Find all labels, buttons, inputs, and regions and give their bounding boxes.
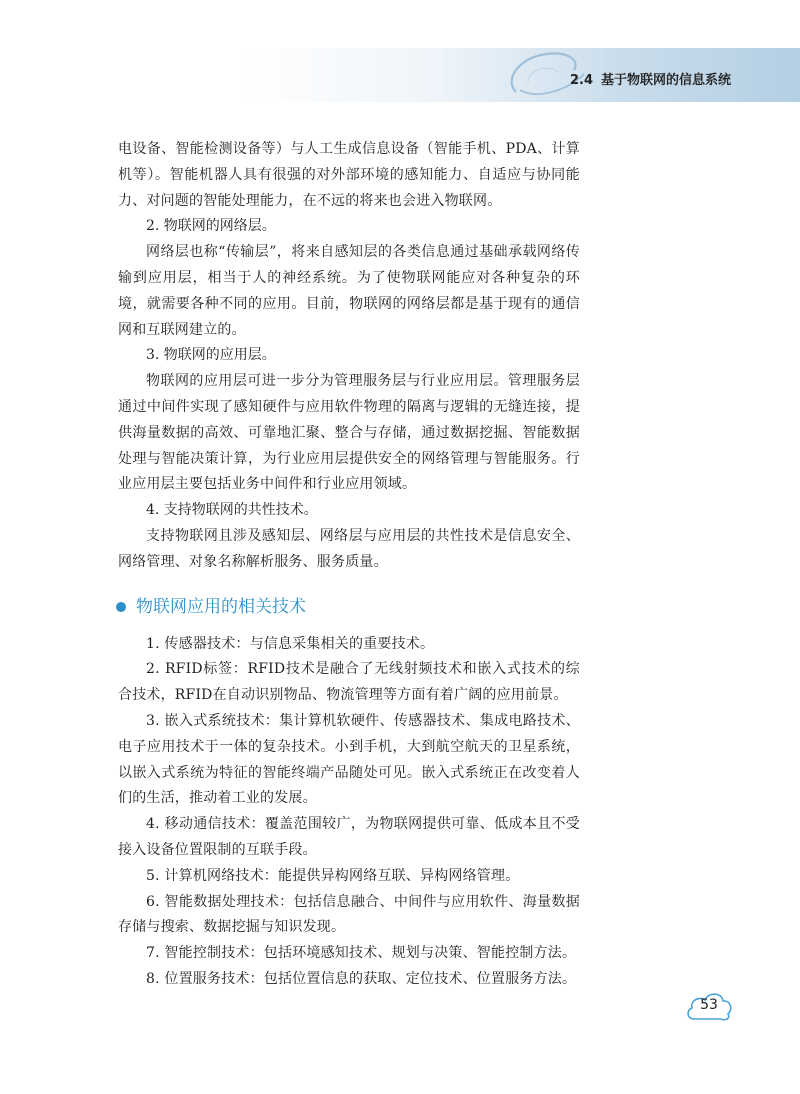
tech-item-network: 5. 计算机网络技术：能提供异构网络互联、异构网络管理。	[146, 867, 520, 884]
bullet-dot-icon	[116, 602, 126, 612]
tech-item-control: 7. 智能控制技术：包括环境感知技术、规划与决策、智能控制方法。	[146, 945, 577, 962]
tech-item-sensor: 1. 传感器技术：与信息采集相关的重要技术。	[146, 635, 435, 652]
running-header-title	[570, 69, 731, 88]
tech-item-embedded: 3. 嵌入式系统技术：集计算机软硬件、传感器技术、集成电路技术、电子应用技术于一体的复杂技术。小到手机，大到航空航天的卫星系统，以嵌入式系统为特征的智能终端产品随处可见。嵌入式系统正在改变着人们的生活，推动着工业的发展。	[118, 712, 580, 807]
tech-item-location: 8. 位置服务技术：包括位置信息的获取、定位技术、位置服务方法。	[146, 970, 577, 987]
page-content	[118, 137, 580, 993]
subheading-common-tech: 4. 支持物联网的共性技术。	[146, 502, 318, 519]
subheading-network-layer: 2. 物联网的网络层。	[146, 218, 276, 235]
paragraph-network-layer: 网络层也称“传输层”，将来自感知层的各类信息通过基础承载网络传输到应用层，相当于人的神经系统。为了使物联网能应对各种复杂的环境，就需要各种不同的应用。目前，物联网的网络层都是基于现有的通信网和互联网建立的。	[118, 244, 580, 338]
paragraph-continued: 电设备、智能检测设备等）与人工生成信息设备（智能手机、PDA、计算机等）。智能机器人具有很强的对外部环境的感知能力、自适应与协同能力、对问题的智能处理能力，在不远的将来也会进入物联网。	[118, 141, 580, 209]
section-number: 2.4	[570, 73, 594, 88]
tech-item-rfid: 2. RFID标签：RFID技术是融合了无线射频技术和嵌入式技术的综合技术，RFID在自动识别物品、物流管理等方面有着广阔的应用前景。	[118, 661, 580, 704]
page-number: 53	[700, 997, 718, 1013]
section-heading	[116, 594, 580, 620]
section-title: 基于物联网的信息系统	[601, 73, 732, 88]
tech-item-mobile: 4. 移动通信技术：覆盖范围较广，为物联网提供可靠、低成本且不受接入设备位置限制的互联手段。	[118, 816, 580, 858]
tech-item-data-processing: 6. 智能数据处理技术：包括信息融合、中间件与应用软件、海量数据存储与搜索、数据挖掘与知识发现。	[118, 893, 580, 936]
subheading-application-layer: 3. 物联网的应用层。	[146, 347, 276, 364]
section-heading-text: 物联网应用的相关技术	[136, 596, 306, 617]
paragraph-application-layer: 物联网的应用层可进一步分为管理服务层与行业应用层。管理服务层通过中间件实现了感知硬件与应用软件物理的隔离与逻辑的无缝连接，提供海量数据的高效、可靠地汇聚、整合与存储，通过数据挖掘、智能数据处理与智能决策计算，为行业应用层提供安全的网络管理与智能服务。行业应用层主要包括业务中间件和行业应用领域。	[118, 373, 580, 493]
paragraph-common-tech: 支持物联网且涉及感知层、网络层与应用层的共性技术是信息安全、网络管理、对象名称解析服务、服务质量。	[118, 527, 580, 570]
